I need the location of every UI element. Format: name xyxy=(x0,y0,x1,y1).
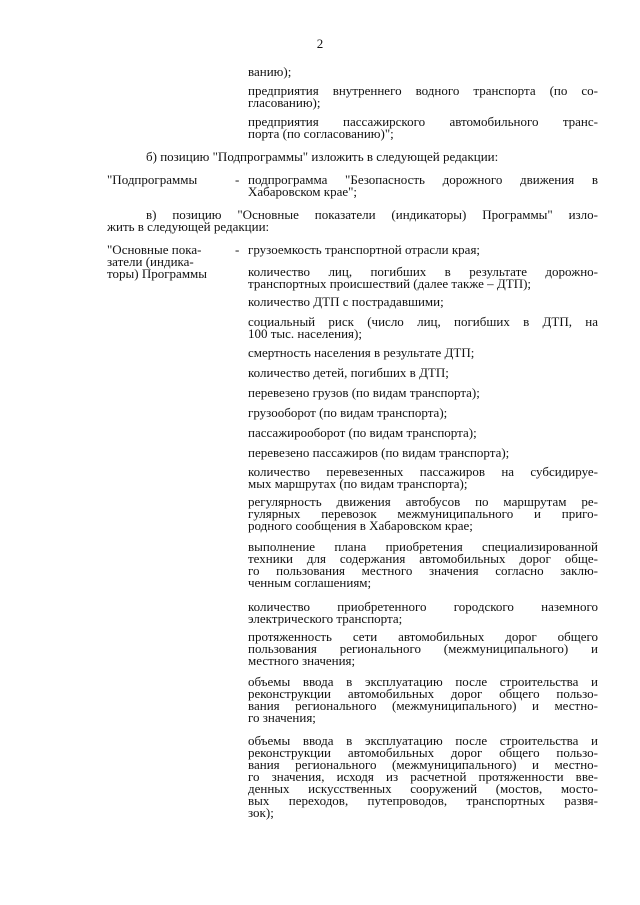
subprograms-dash: - xyxy=(235,172,240,187)
indicator-item-14-line-2: электрического транспорта; xyxy=(248,611,403,626)
paragraph-b-line-1: б) позицию "Подпрограммы" изложить в следующей редакции: xyxy=(146,149,499,164)
indicator-item-7-line-1: перевезено грузов (по видам транспорта); xyxy=(248,385,480,400)
subprograms-value xyxy=(248,174,598,198)
indicator-item-9-line-1: пассажирооборот (по видам транспорта); xyxy=(248,425,477,440)
intro-item-2 xyxy=(248,85,598,109)
indicator-item-13-line-2: техники для содержания автомобильных дорог обще- xyxy=(248,551,598,566)
indicator-item-13-line-4: ченным соглашениям; xyxy=(248,575,372,590)
indicator-item-5 xyxy=(248,347,598,359)
indicator-item-14-line-1: количество приобретенного городского наземного xyxy=(248,599,598,614)
intro-item-1 xyxy=(248,66,598,78)
indicator-item-12-line-3: родного сообщения в Хабаровском крае; xyxy=(248,518,473,533)
indicator-item-6-line-1: количество детей, погибших в ДТП; xyxy=(248,365,449,380)
indicator-item-2 xyxy=(248,266,598,290)
indicator-item-15 xyxy=(248,631,598,667)
subprograms-label-line: "Подпрограммы xyxy=(107,172,198,187)
indicator-item-3-line-1: количество ДТП с пострадавшими; xyxy=(248,294,444,309)
paragraph-v-line-2: жить в следующей редакции: xyxy=(107,219,270,234)
indicator-item-17-line-5: денных искусственных сооружений (мостов, мосто- xyxy=(248,781,598,796)
indicator-item-16-line-2: реконструкции автомобильных дорог общего пользо- xyxy=(248,686,598,701)
indicator-item-13-line-3: го пользования местного значения согласно заклю- xyxy=(248,563,598,578)
subprograms-value-line-1: подпрограмма "Безопасность дорожного движения в xyxy=(248,172,598,187)
indicator-item-11-line-2: мых маршрутах (по видам транспорта); xyxy=(248,476,468,491)
indicator-item-8 xyxy=(248,407,598,419)
indicator-item-6 xyxy=(248,367,598,379)
indicator-item-10 xyxy=(248,447,598,459)
intro-item-3-line-1: предприятия пассажирского автомобильного транс- xyxy=(248,114,598,129)
indicator-item-14 xyxy=(248,601,598,625)
indicator-item-13 xyxy=(248,541,598,589)
indicators-dash: - xyxy=(235,242,240,257)
indicator-item-13-line-1: выполнение плана приобретения специализированной xyxy=(248,539,598,554)
indicator-item-17-line-1: объемы ввода в эксплуатацию после строительства и xyxy=(248,733,598,748)
indicators-label-line-3: торы) Программы xyxy=(107,266,208,281)
indicator-item-9 xyxy=(248,427,598,439)
indicator-item-16-line-3: вания регионального (межмуниципального) и местно- xyxy=(248,698,598,713)
indicator-item-12-line-1: регулярность движения автобусов по маршрутам ре- xyxy=(248,494,598,509)
subprograms-label xyxy=(107,174,232,186)
indicators-label xyxy=(107,244,232,280)
intro-item-2-line-2: гласованию); xyxy=(248,95,321,110)
indicators-label-line-2: затели (индика- xyxy=(107,254,194,269)
indicator-item-17-line-6: вых переходов, путепроводов, транспортных развя- xyxy=(248,793,598,808)
subprograms-value-line-2: Хабаровском крае"; xyxy=(248,184,358,199)
indicator-item-16 xyxy=(248,676,598,724)
intro-item-2-line-1: предприятия внутреннего водного транспорта (по со- xyxy=(248,83,598,98)
intro-item-1-line-1: ванию); xyxy=(248,64,292,79)
indicator-item-17-line-7: зок); xyxy=(248,805,274,820)
paragraph-v xyxy=(107,209,598,233)
indicator-item-7 xyxy=(248,387,598,399)
indicator-item-1-line-1: грузоемкость транспортной отрасли края; xyxy=(248,242,481,257)
indicator-item-4-line-1: социальный риск (число лиц, погибших в ДТП, на xyxy=(248,314,598,329)
indicator-item-5-line-1: смертность населения в результате ДТП; xyxy=(248,345,475,360)
indicator-item-10-line-1: перевезено пассажиров (по видам транспорта); xyxy=(248,445,510,460)
indicator-item-8-line-1: грузооборот (по видам транспорта); xyxy=(248,405,448,420)
indicator-item-15-line-3: местного значения; xyxy=(248,653,356,668)
indicators-label-line-1: "Основные пока- xyxy=(107,242,202,257)
indicator-item-17-line-2: реконструкции автомобильных дорог общего пользо- xyxy=(248,745,598,760)
indicator-item-2-line-2: транспортных происшествий (далее также – ДТП); xyxy=(248,276,532,291)
indicator-item-17 xyxy=(248,735,598,819)
indicator-item-3 xyxy=(248,296,598,308)
indicator-item-12-line-2: гулярных перевозок межмуниципального и приго- xyxy=(248,506,598,521)
paragraph-v-line-1: в) позицию "Основные показатели (индикаторы) Программы" изло- xyxy=(146,207,598,222)
indicator-item-12 xyxy=(248,496,598,532)
intro-item-3 xyxy=(248,116,598,140)
indicator-item-11 xyxy=(248,466,598,490)
indicator-item-1 xyxy=(248,244,598,256)
indicator-item-16-line-4: го значения; xyxy=(248,710,316,725)
indicator-item-11-line-1: количество перевезенных пассажиров на субсидируе- xyxy=(248,464,598,479)
page-number: 2 xyxy=(316,36,324,51)
indicator-item-17-line-4: го значения, исходя из расчетной протяженности вве- xyxy=(248,769,598,784)
indicator-item-16-line-1: объемы ввода в эксплуатацию после строительства и xyxy=(248,674,598,689)
indicator-item-4 xyxy=(248,316,598,340)
indicator-item-15-line-2: пользования регионального (межмуниципального) и xyxy=(248,641,598,656)
paragraph-b xyxy=(146,151,598,163)
indicator-item-17-line-3: вания регионального (межмуниципального) и местно- xyxy=(248,757,598,772)
indicator-item-15-line-1: протяженность сети автомобильных дорог общего xyxy=(248,629,598,644)
indicator-item-2-line-1: количество лиц, погибших в результате дорожно- xyxy=(248,264,598,279)
intro-item-3-line-2: порта (по согласованию)"; xyxy=(248,126,394,141)
indicator-item-4-line-2: 100 тыс. населения); xyxy=(248,326,362,341)
